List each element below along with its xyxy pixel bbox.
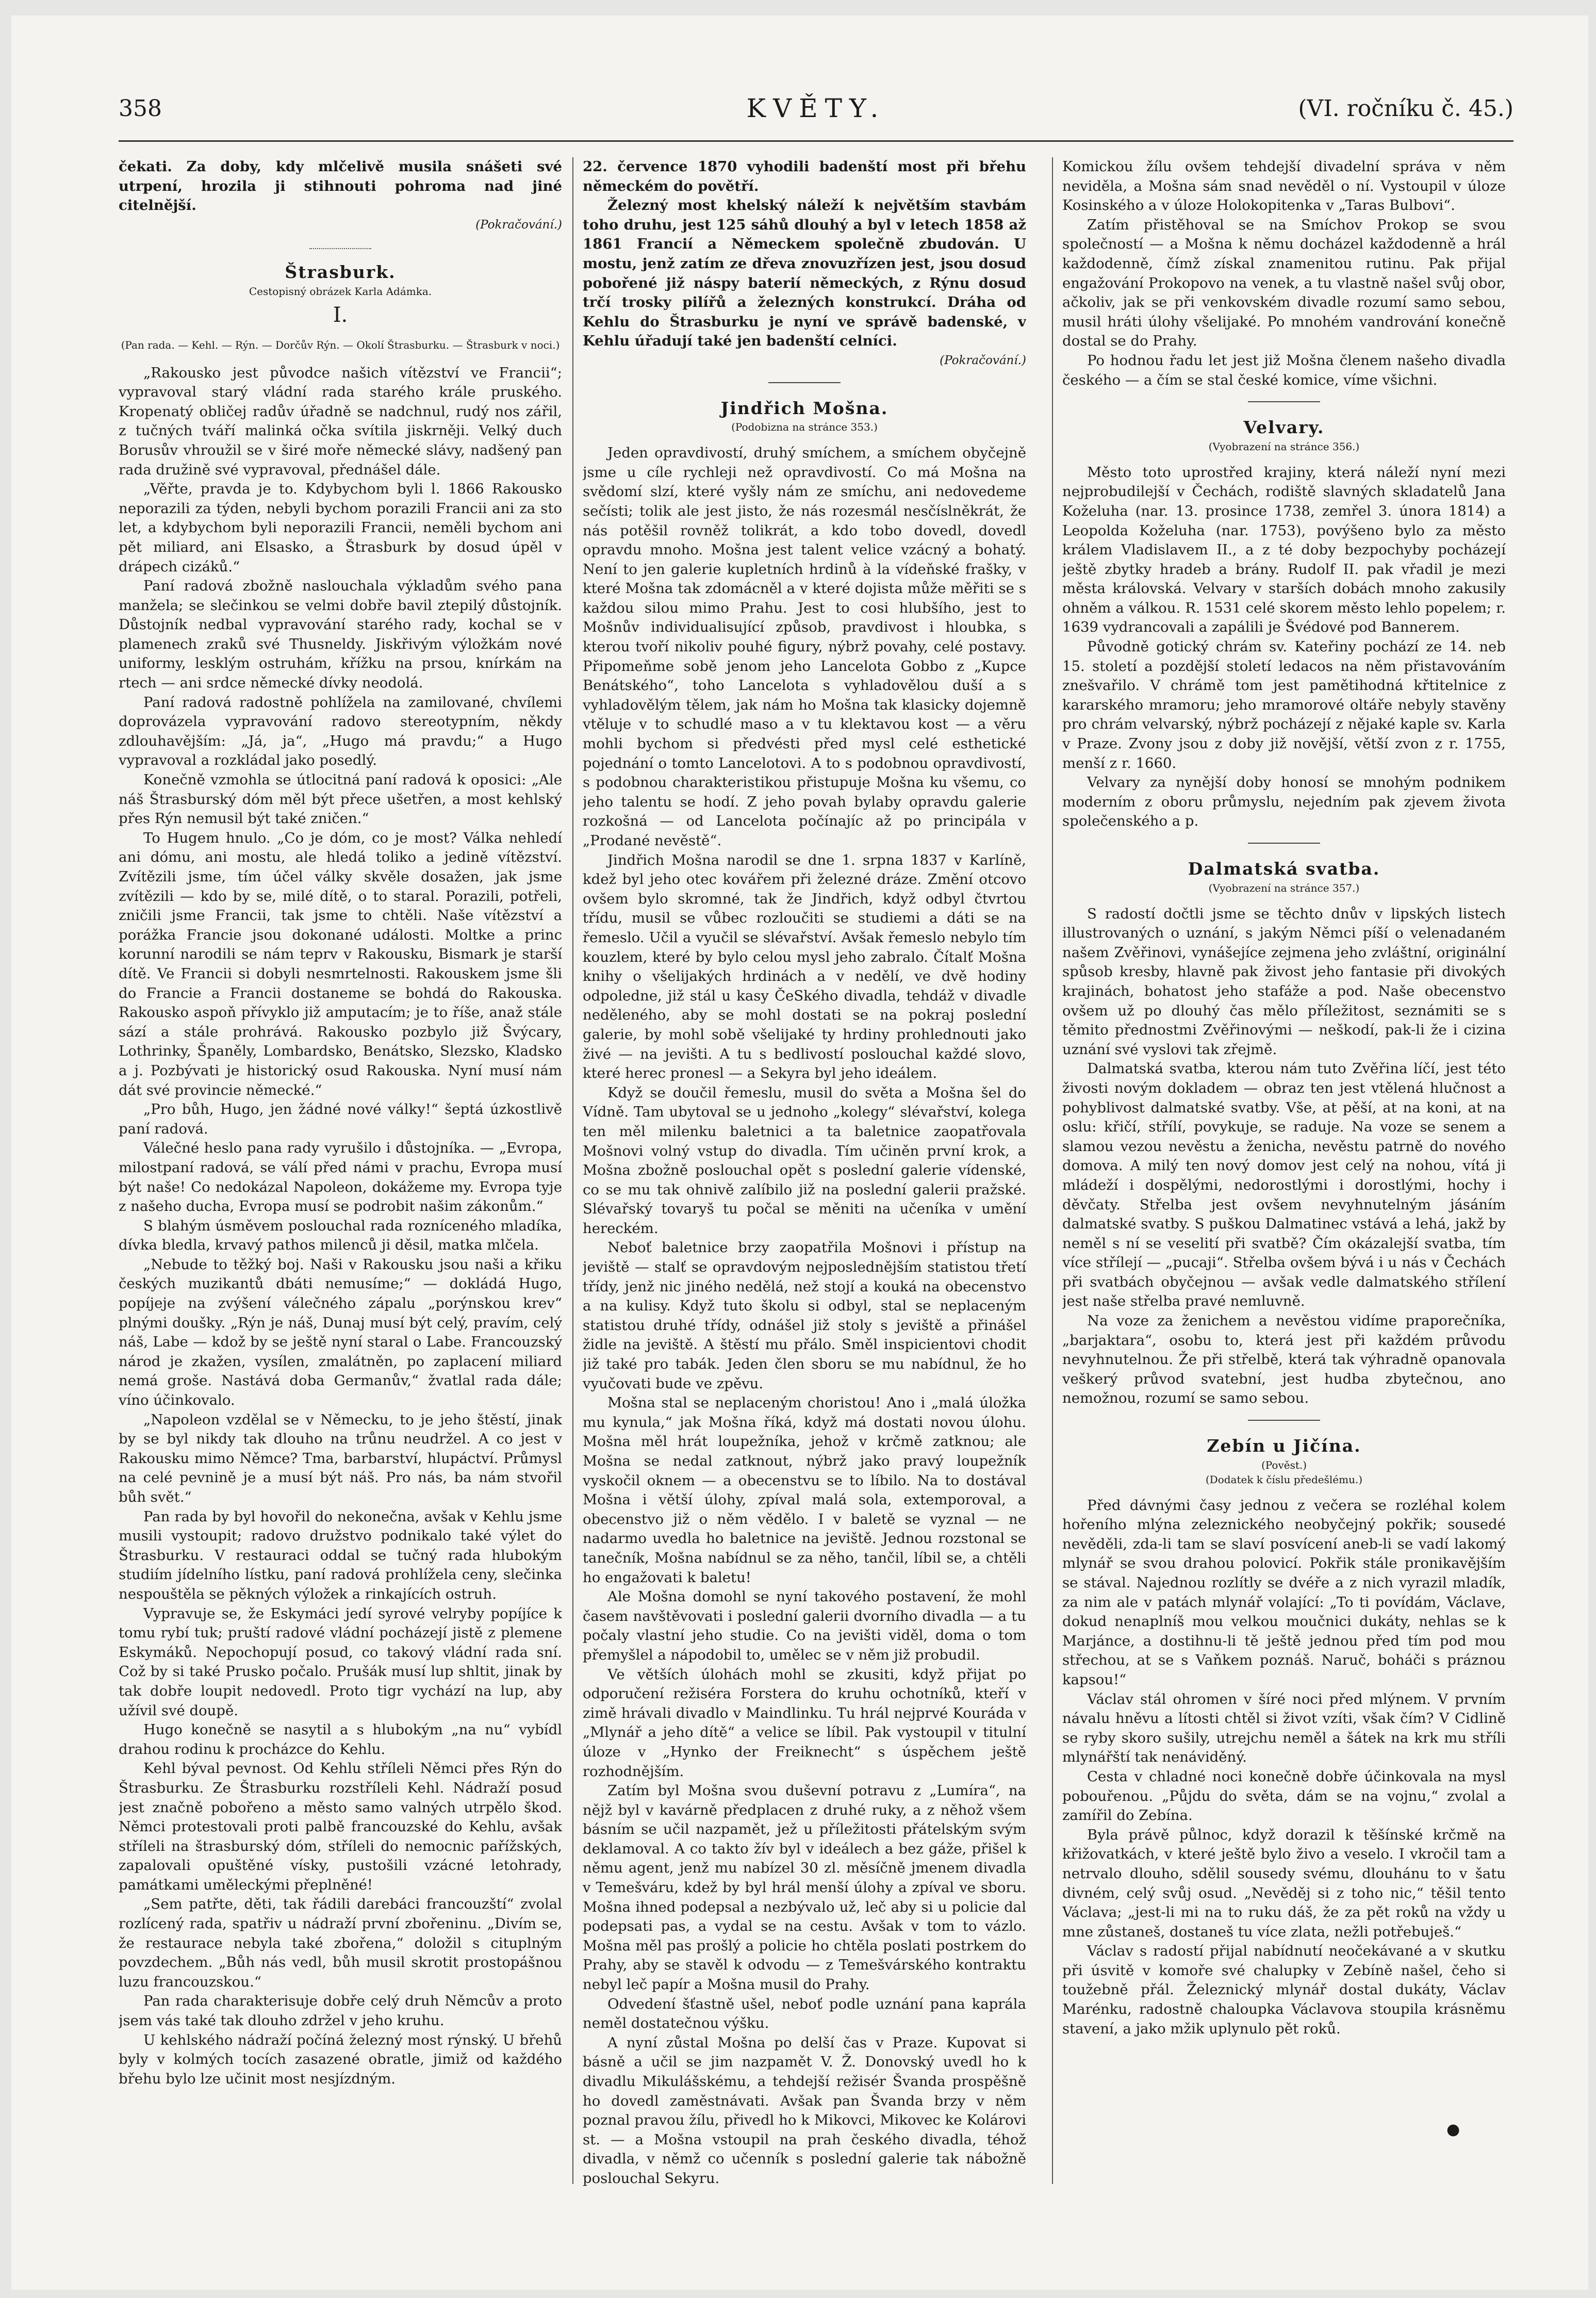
paragraph: Hugo konečně se nasytil a s hlubokým „na nu“ vybídl drahou rodinu k procházce do Kehlu.	[119, 1721, 562, 1758]
article-subtitle: (Vyobrazení na stránce 356.)	[1208, 440, 1360, 453]
paragraph: Cesta v chladné noci konečně dobře účinkovala na mysl pobouřenou. „Půjdu do světa, dám se na vojnu,“ zvolal a zamířil do Zebína.	[1062, 1768, 1506, 1824]
paragraph: Ve větších úlohách mohl se zkusiti, když přijat po odporučení režiséra Forstera do kruhu ochotníků, kteří v zimě hrávali divadlo v Maindlinku. Tu hrál nejprvé Kouráda v „Mlynář a jeho dítě“ a velice se líbil. Pak vystoupil v titulní úloze v „Hynko der Freiknecht“ s úspěchem ještě rozhodnějším.	[583, 1666, 1026, 1780]
paragraph: Kehl býval pevnost. Od Kehlu stříleli Němci přes Rýn do Štrasburku. Ze Štrasburku rozstříleli Kehl. Nádraží posud jest značně pobořeno a město samo valných utrpělo škod. Němci protestovali proti palbě francouzské do Kehlu, avšak stříleli na štrasburský dóm, stříleli do nemocnic pařížských, zapalovali opuštěné vísky, pustošili vzácné letohrady, památkami uměleckými přeplněné!	[119, 1760, 562, 1893]
paragraph: „Sem patřte, děti, tak řádili darebáci francouzští“ zvolal rozlícený rada, spatřiv u nádraží první zbořeninu. „Divím se, že restaurace nebyla také zbořena,“ doložil s cituplným povzdechem. „Bůh nás vedl, bůh musil skrotit prostopášnou luzu francouzskou.“	[119, 1896, 562, 1990]
paragraph: „Pro bůh, Hugo, jen žádné nové války!“ šeptá úzkostlivě paní radová.	[119, 1101, 562, 1137]
article-title: Štrasburk.	[285, 262, 396, 283]
paragraph: Paní radová zbožně naslouchala výkladům svého pana manžela; se slečinkou se velmi dobře bavil ztepilý důstojník. Důstojník nedbal vypravování starého rady, kochal se v plamenech zraků své Thusneldy. Jiskřivým výložkám nové uniformy, lesklým ostruhám, křížku na prsou, knírkám na rtech — ani srdce německé dívky neodolá.	[119, 578, 562, 692]
paragraph: „Napoleon vzdělal se v Německu, to je jeho štěstí, jinak by se byl nikdy tak dlouho na trůnu neudržel. A co jest v Rakousku mimo Němce? Tma, barbarství, hlupáctví. Průmysl na celé pevnině je a musí být náš. Pro nás, ba nám stvořil bůh svět.“	[119, 1411, 562, 1505]
article-title: Velvary.	[1243, 417, 1325, 438]
header-rule	[119, 140, 1513, 142]
column-1	[119, 157, 562, 2220]
paragraph: Město toto uprostřed krajiny, která náleží nyní mezi nejprobudilejší v Čechách, rodiště slavných skladatelů Jana Koželuha (nar. 13. prosince 1738, zemřel 3. února 1814) a Leopolda Koželuha (nar. 1753), povýšeno bylo za město králem Vladislavem II., a z té doby bezpochyby pocházejí ještě zbytky hradeb a brány. Rudolf II. pak vřadil je mezi města královská. Velvary v starších dobách mnoho zakusily ohněm a válkou. R. 1531 celé skorem město lehlo popelem; r. 1639 vydrancovali a zapálili je Švédové pod Bannerem.	[1062, 464, 1506, 636]
paragraph: Vypravuje se, že Eskymáci jedí syrové velryby popíjíce k tomu rybí tuk; pruští radové vládní pocházejí jistě z plemene Eskymáků. Nepochopují posud, co takový vládní rada sní. Což by si také Prusko počalo. Prušák musí lup shltit, jinak by tak dobře loupit nedovedl. Proto tigr vychází na lup, aby užívil své doupě.	[119, 1605, 562, 1719]
paragraph: Pan rada by byl hovořil do nekonečna, avšak v Kehlu jsme musili vystoupit; radovo družstvo podnikalo také výlet do Štrasburku. V restauraci oddal se tučný rada hlubokým studiím jídelního lístku, paní radová prohlížela ceny, slečinka nespouštěla se pěkných výložek a rinkajících ostruh.	[119, 1508, 562, 1602]
paragraph: Železný most khelský náleží k největším stavbám toho druhu, jest 125 sáhů dlouhý a byl v letech 1858 až 1861 Francií a Německem společně zbudován. U mostu, jenž zatím ze dřeva znovuzřízen jest, jsou dosud pobořené již náspy baterií německých, z Rýnu dosud trčí trosky pilířů a železných konstrukcí. Dráha od Kehlu do Štrasburku je nyní ve správě badenské, v Kehlu úřadují také jen badenští celníci.	[583, 197, 1026, 350]
paragraph: A nyní zůstal Mošna po delší čas v Praze. Kupovat si básně a učil se jim nazpamět V. Ž. Donovský uvedl ho k divadlu Mikulášskému, a tehdejší režisér Švanda prospěšně ho dovedl zaměstnávati. Avšak pan Švanda brzy v něm poznal pravou žílu, přivedl ho k Mikovci, Mikovec ke Kolárovi st. — a Mošna vstoupil na prah českého divadla, téhož divadla, v němž co učenník s poslední galerie tak nábožně poslouchal Sekyru.	[583, 2034, 1026, 2187]
article-title: Jindřich Mošna.	[720, 398, 889, 418]
section-divider	[1248, 1420, 1320, 1421]
article-title: Dalmatská svatba.	[1188, 859, 1380, 879]
page-header	[119, 95, 1513, 126]
paragraph: Po hodnou řadu let jest již Mošna členem našeho divadla českého — a čím se stal české komice, víme všichni.	[1062, 352, 1506, 388]
paragraph: Před dávnými časy jednou z večera se rozléhal kolem hořeního mlýna zeleznického neobyčejný pokřik; sousedé nevěděli, zda-li tam se slaví posvícení aneb-li se vadí lakomý mlynář se svou drahou polovicí. Pokřik stále pronikavějším se stával. Najednou rozlítly se dvéře a z nich vyrazil mladík, za nim ale v patách mlynář volající: „To ti povídám, Václave, dokud nenaplníš mou velkou moučnici dukáty, nehlas se k Marjánce, a dostihnu-li tě ještě jednou před tím pod mou střechou, at se s Vaňkem poznáš. Naruč, boháči s práznou kapsou!“	[1062, 1497, 1506, 1688]
paragraph: Dalmatská svatba, kterou nám tuto Zvěřina líčí, jest této živosti novým dokladem — obraz ten jest vtělená hlučnost a pohyblivost dalmatské svatby. Vše, at pěší, at na koni, at na oslu: křičí, střílí, povykuje, se raduje. Na voze se senem a slamou vezou nevěstu a ženicha, nevěstu patrně do nového domova. A milý ten nový domov jest celý na nohou, vítá ji mládeží i dospělými, nedorostlými i dorostlými, hochy i děvčaty. Střelba jest ovšem nevyhnutelným jásáním dalmatské svatby. S puškou Dalmatinec vstává a lehá, jakž by neměl s ní se veselití při svatbě? Čím okázalejší svatba, tím více střílejí — „pucaji“. Střelba ovšem bývá i u nás v Čechách při svatbách obyčejnou — avšak vedle dalmatského střílení jest naše střelba pravé nemluvně.	[1062, 1060, 1506, 1310]
paragraph: Původně gotický chrám sv. Kateřiny pochází ze 14. neb 15. století a pozdější století ledacos na něm přistavováním znešvařilo. V chrámě tom jest pamětihodná křtitelnice z kararského mramoru; jeho mramorové oltáře nebyly stavěny pro chrám velvarský, nýbrž pocházejí z nějaké kaple sv. Karla v Praze. Zvony jsou z doby již novější, větší zvon z r. 1755, menší z r. 1660.	[1062, 638, 1506, 772]
ornament-divider	[309, 243, 371, 249]
paragraph: Václav stál ohromen v šíré noci před mlýnem. V prvním návalu hněvu a lítosti chtěl si život vzíti, však čím? V Cidlině se ryby skoro sušily, utrejchu neměl a šátek na krk mu stříli mlynářští tak nenáviděný.	[1062, 1690, 1506, 1766]
paragraph: Odvedení šťastně ušel, neboť podle uznání pana kaprála neměl dostatečnou výšku.	[583, 1995, 1026, 2032]
paragraph: „Nebude to těžký boj. Naši v Rakousku jsou naši a křiku českých muzikantů dbáti nemusíme;“ — dokládá Hugo, popíjeje na zvýšení válečného zápalu „porýnskou krev“ plnými doušky. „Rýn je náš, Dunaj musí být celý, pravím, celý náš, Labe — kdož by se ještě nyní staral o Labe. Francouzský národ je zkažen, vysílen, zmalátněn, po zaplacení miliard nemá groše. Nastává doba Germanův,“ žvatlal rada dále; víno účinkovalo.	[119, 1256, 562, 1409]
paragraph: Václav s radostí přijal nabídnutí neočekávané a v skutku při úsvitě v komoře své chalupky v Zebíně našel, čeho si toužebně přál. Železnický mlynář dostal dukáty, Václav Marénku, radostně chaloupka Václavova stoupila krásněmu stavení, a jako mžik uplynulo pět roků.	[1062, 1943, 1506, 2037]
paragraph: Zatím byl Mošna svou duševní potravu z „Lumíra“, na nějž byl v kavárně předplacen z druhé ruky, a z něhož všem básním se učil nazpamět, jež u příležitosti přátelským svým deklamoval. A co takto žív byl v ideálech a bez gáže, přišel k němu agent, jenž mu nabízel 30 zl. měsíčně jmenem divadla v Temešváru, kdež by byl hrál menší úlohy a zpíval ve sboru. Mošna ihned podepsal a nezbývalo už, leč aby si u policie dal podepsati pas, a vydal se na cestu. Avšak v tom to vázlo. Mošna měl pas prošlý a policie ho chtěla poslati postrkem do Prahy, aby se stavěl k odvodu — z Temešvárského kontraktu nebyl leč papír a Mošna musil do Prahy.	[583, 1782, 1026, 1993]
paragraph: To Hugem hnulo. „Co je dóm, co je most? Válka nehledí ani dómu, ani mostu, ale hledá toliko a jedině vítězství. Zvítězili jsme, tím účel války skvěle dosažen, jak jsme zvítězili — kdo by se, milé dítě, o to staral. Porazili, potřeli, zničili jsme Francii, tak jsme to chtěli. Naše vítězství a porážka Francie jsou dokonané události. Moltke a princ korunní narodili se nám teprv v Rakousku, Bismark je starší dítě. Ve Francii si dobyli nesmrtelnosti. Rakouskem jsme šli do Francie a Francii dostaneme se bohdá do Rakouska. Rakousko aspoň přívyklo již amputacím; je to říše, anaž stále sází a stále prohrává. Rakousko pozbylo již Švýcary, Lothrinky, Španěly, Lombardsko, Benátsko, Slezsko, Kladsko a j. Pozbývati je historický osud Rakouska. Nyní musí nám dát své provincie německé.“	[119, 829, 562, 1098]
column-3	[1062, 157, 1506, 2220]
article-subtitle: (Vyobrazení na stránce 357.)	[1208, 881, 1360, 894]
article-subtitle: (Pověst.)	[1261, 1458, 1307, 1471]
article-contents: (Pan rada. — Kehl. — Rýn. — Dorčův Rýn. — Okolí Štrasburku. — Štrasburk v noci.)	[121, 338, 560, 351]
paragraph: 22. července 1870 vyhodili badenští most při břehu německém do povětří.	[583, 158, 1026, 194]
volume-info: (VI. ročníku č. 45.)	[1298, 95, 1513, 122]
article-subtitle: (Podobizna na stránce 353.)	[731, 421, 878, 434]
continuation-note: (Pokračování.)	[940, 353, 1026, 367]
paragraph: „Rakousko jest původce našich vítězství ve Francii“; vypravoval starý vládní rada starého krále pruského. Kropenatý obličej radův úřadně se nadchnul, rudý nos zářil, z tučných tváří malinká očka svítila jiskrněji. Velký duch Borusův vhroužil se v širé moře německé slávy, nadšený pan rada družině své vypravoval, přednášel dále.	[119, 364, 562, 478]
paragraph: Ale Mošna domohl se nyní takového postavení, že mohl časem navštěvovati i poslední galerii dvorního divadla — a tu počaly vlastní jeho studie. Co na jevišti viděl, doma o tom přemyšlel a nápodobil to, umělec se v něm již probudil.	[583, 1588, 1026, 1663]
paragraph: Na voze za ženichem a nevěstou vidíme praporečníka, „barjaktara“, osobu to, která jest při každém průvodu nevyhnutelnou. Že při střelbě, která tak výhradně opanovala veškerý průvod svatební, jest hudba zbytečnou, ano nemožnou, rozumí se samo sebou.	[1062, 1312, 1506, 1407]
section-divider	[1248, 401, 1320, 402]
paragraph: Když se doučil řemeslu, musil do světa a Mošna šel do Vídně. Tam ubytoval se u jednoho „kolegy“ slévařství, kolega ten měl milenku baletnici a ta baletnice zaopatřovala Mošnovi volný vstup do divadla. Tím učiněn první krok, a Mošna zbožně poslouchal opět s poslední galerie vídenské, co se mu tak ohnivě zalíbilo již na poslední galerii pražské. Slévařský tovaryš tu počal se měniti na učeníka v umění hereckém.	[583, 1084, 1026, 1237]
section-divider	[1248, 843, 1320, 844]
paragraph: Mošna stal se neplaceným choristou! Ano i „malá úložka mu kynula,“ jak Mošna říká, když má dostati novou úlohu. Mošna měl hrát loupežníka, jehož v krčmě zatknou; ale Mošna se nedal zatknout, nýbrž jako pravý loupežník vyskočil oknem — a obecenstvu se to líbilo. Na to dostával Mošna i větší úlohy, zpíval malá sola, extemporoval, a obecenstvo již o něm vědělo. I v baletě se vyznal — ne nadarmo uvedla ho baletnice na jeviště. Jednou rozstonal se tanečník, Mošna nabídnul se za něho, tančil, líbil se, a chtěli ho engažovati k baletu!	[583, 1394, 1026, 1586]
article-subtitle: Cestopisný obrázek Karla Adámka.	[249, 285, 432, 298]
paragraph: Paní radová radostně pohlížela na zamilované, chvílemi doprovázela vypravování radovo stereotypním, někdy zdlouhavějším: „Já, ja“, „Hugo má pravdu;“ a Hugo vypravoval a rozkládal jako posedlý.	[119, 694, 562, 769]
column-rule	[1052, 157, 1053, 2184]
paragraph: Jeden opravdivostí, druhý smíchem, a smíchem obyčejně jsme u cíle rychleji než opravdivostí. Co má Mošna na svědomí slzí, které vyšly nám ze smíchu, ani nedovedeme sečísti; tolik ale jest jisto, že nás rozesmál nesčíslněkrát, že nás potěšil rovněž tolikrát, a kdo tobo dovedl, dovedl opravdu mnoho. Mošna jest talent velice vzácný a bohatý. Není to jen galerie kupletních hrdinů à la vídeňské frašky, v které Mošna tak zdomácněl a v které dojista může měřiti se s každou silou mimo Prahu. Jest to cosi hlubšího, jest to Mošnův individualisující způsob, pravdivost i hloubka, s kterou tvoří nikoliv pouhé figury, nýbrž povahy, celé postavy. Připomeňme sobě jenom jeho Lancelota Gobbo z „Kupce Benátského“, toho Lancelota s vyhladovělou duší a s vyhladovělým tělem, jak nám ho Mošna tak klasicky dojemně vtěluje v to schudlé maso a v tu klektavou kost — a věru mohli bychom si předvésti před mysl celé esthetické pojednání o tomto Lancelotovi. A to s podobnou opravdivostí, s podobnou charakteristikou přistupuje Mošna ku všemu, co jeho talentu se hodí. Z jeho povah bylaby opravdu galerie rozkošná — od Lancelota počínajíc až po principála v „Prodané nevěstě“.	[583, 445, 1026, 849]
paragraph: Komickou žílu ovšem tehdejší divadelní správa v něm neviděla, a Mošna sám snad nevěděl o ní. Vystoupil v úloze Kosinského a v úloze Holokopitenka v „Taras Bulbovi“.	[1062, 158, 1506, 214]
part-number: I.	[333, 303, 348, 327]
column-rule	[572, 157, 573, 2184]
article-title: Zebín u Jičína.	[1207, 1436, 1361, 1456]
paragraph: Konečně vzmohla se útlocitná paní radová k oposici: „Ale náš Štrasburský dóm měl být přece ušetřen, a most kehlský přes Rýn nemusil být také zničen.“	[119, 772, 562, 827]
paragraph: Zatím přistěhoval se na Smíchov Prokop se svou společností — a Mošna k němu docházel každodenně a hrál každodenně, čímž získal znamenitou rutinu. Pak přijal engažování Prokopovo na venek, a tu vlastně našel svůj obor, ačkoliv, jak se při venkovském divadle rozumí samo sebou, musil hráti úlohy všelijaké. Po mnohém vandrování konečně dostal se do Prahy.	[1062, 216, 1506, 350]
paragraph: čekati. Za doby, kdy mlčelivě musila snášeti své utrpení, hrozila ji stihnouti pohroma nad jiné citelnější.	[119, 158, 562, 214]
paragraph: S blahým úsměvem poslouchal rada rozníceného mladíka, dívka bledla, krvavý pathos milenců ji děsil, matka mlčela.	[119, 1217, 562, 1254]
section-divider	[768, 382, 841, 383]
page-number: 358	[119, 95, 162, 122]
paragraph: Jindřich Mošna narodil se dne 1. srpna 1837 v Karlíně, kdež byl jeho otec kovářem při železné dráze. Změní otcovo ovšem bylo skromné, tak že Jindřich, když odbyl čtvrtou třídu, musil se vůbec rozloučiti se studiemi a dáti se na řemeslo. Učil a vyučil se slévařství. Avšak řemeslo nebylo tím kouzlem, které by bylo celou mysl jeho zabralo. Čítalť Mošna knihy o všelijakých hrdinách a v nedělí, ve dvě hodiny odpoledne, již stál u kasy ČeSkého divadla, tehdáž v divadle neděleného, aby se mohl dostati se na pokraj poslední galerie, by mohl sobě všelijaké ty hrdiny prohlednouti jako živé — na jevišti. A tu s bedlivostí poslouchal každé slovo, které herec pronesl — a Sekyra byl jeho ideálem.	[583, 851, 1026, 1082]
paragraph: Neboť baletnice brzy zaopatřila Mošnovi i přístup na jeviště — stalť se opravdovým nejposlednějším statistou třetí třídy, jenž nic jiného nedělá, než stojí a kouká na obecenstvo a na kulisy. Když tuto školu si odbyl, stal se neplaceným statistou druhé třídy, odnášel již stoly s jeviště a přinášel židle na jeviště. A štěstí mu přálo. Směl inspicientovi chodit již také pro tabák. Jeden člen sboru se mu nabídnul, že ho vyučovati bude ve zpěvu.	[583, 1239, 1026, 1392]
paragraph: „Věřte, pravda je to. Kdybychom byli l. 1866 Rakousko neporazili za týden, nebyli bychom porazili Francii ani za sto let, a kdybychom byli neporazili Francii, neměli bychom ani pět miliard, ani Elsasko, a Štrasburk by dosud úpěl v drápech cizáků.“	[119, 481, 562, 575]
article-subtitle: (Dodatek k číslu předešlému.)	[1205, 1473, 1363, 1486]
paragraph: Velvary za nynější doby honosí se mnohým podnikem moderním z oboru průmyslu, nejedním pak zjevem života společenského a p.	[1062, 774, 1506, 830]
paragraph: U kehlského nádraží počíná železný most rýnský. U břehů byly v kolmých tocích zasazené obratle, jimiž od každého břehu bylo lze učinit most nesjízdným.	[119, 2031, 562, 2087]
paragraph: Pan rada charakterisuje dobře celý druh Němcův a proto jsem vás také tak dlouho zdržel v jeho kruhu.	[119, 1993, 562, 2029]
column-2	[583, 157, 1026, 2220]
end-mark-icon: ●	[1446, 2121, 1460, 2139]
paragraph: S radostí dočtli jsme se těchto dnův v lipských listech illustrovaných o uznání, s jakým Němci píší o velenadaném našem Zvěřinovi, vynášejíce zejmena jeho zvláštní, originální spůsob kresby, hlavně pak živost jeho fantasie při divokých krajinách, bohatost jeho stafáže a pod. Naše obecenstvo ovšem už po dlouhý čas mělo příležitost, seznámiti se s těmito přednostmi Zvěřinovými — neškodí, pak-li že i cizina uznání své vyslovi tak zřejmě.	[1062, 905, 1506, 1058]
paragraph: Byla právě půlnoc, když dorazil k těšínské krčmě na křižovatkách, v které ještě bylo živo a veselo. I vkročil tam a netrvalo dlouho, sdělil sousedy svému, dlouhánu to v šatu divném, celý svůj osud. „Nevěděj si z toho nic,“ těšil tento Václava; „jest-li mi na to ruku dáš, že za pět roků na vždy u mne zůstaneš, dostaneš tu více zlata, nežli potřebuješ.“	[1062, 1826, 1506, 1940]
paragraph: Válečné heslo pana rady vyrušilo i důstojníka. — „Evropa, milostpaní radová, se válí před námi v prachu, Evropa musí být naše! Co nedokázal Napoleon, dokážeme my. Evropa tyje z našeho ducha, Evropa musí se podrobit našim zákonům.“	[119, 1140, 562, 1215]
continuation-note: (Pokračování.)	[475, 218, 562, 232]
masthead: KVĚTY.	[746, 93, 886, 123]
